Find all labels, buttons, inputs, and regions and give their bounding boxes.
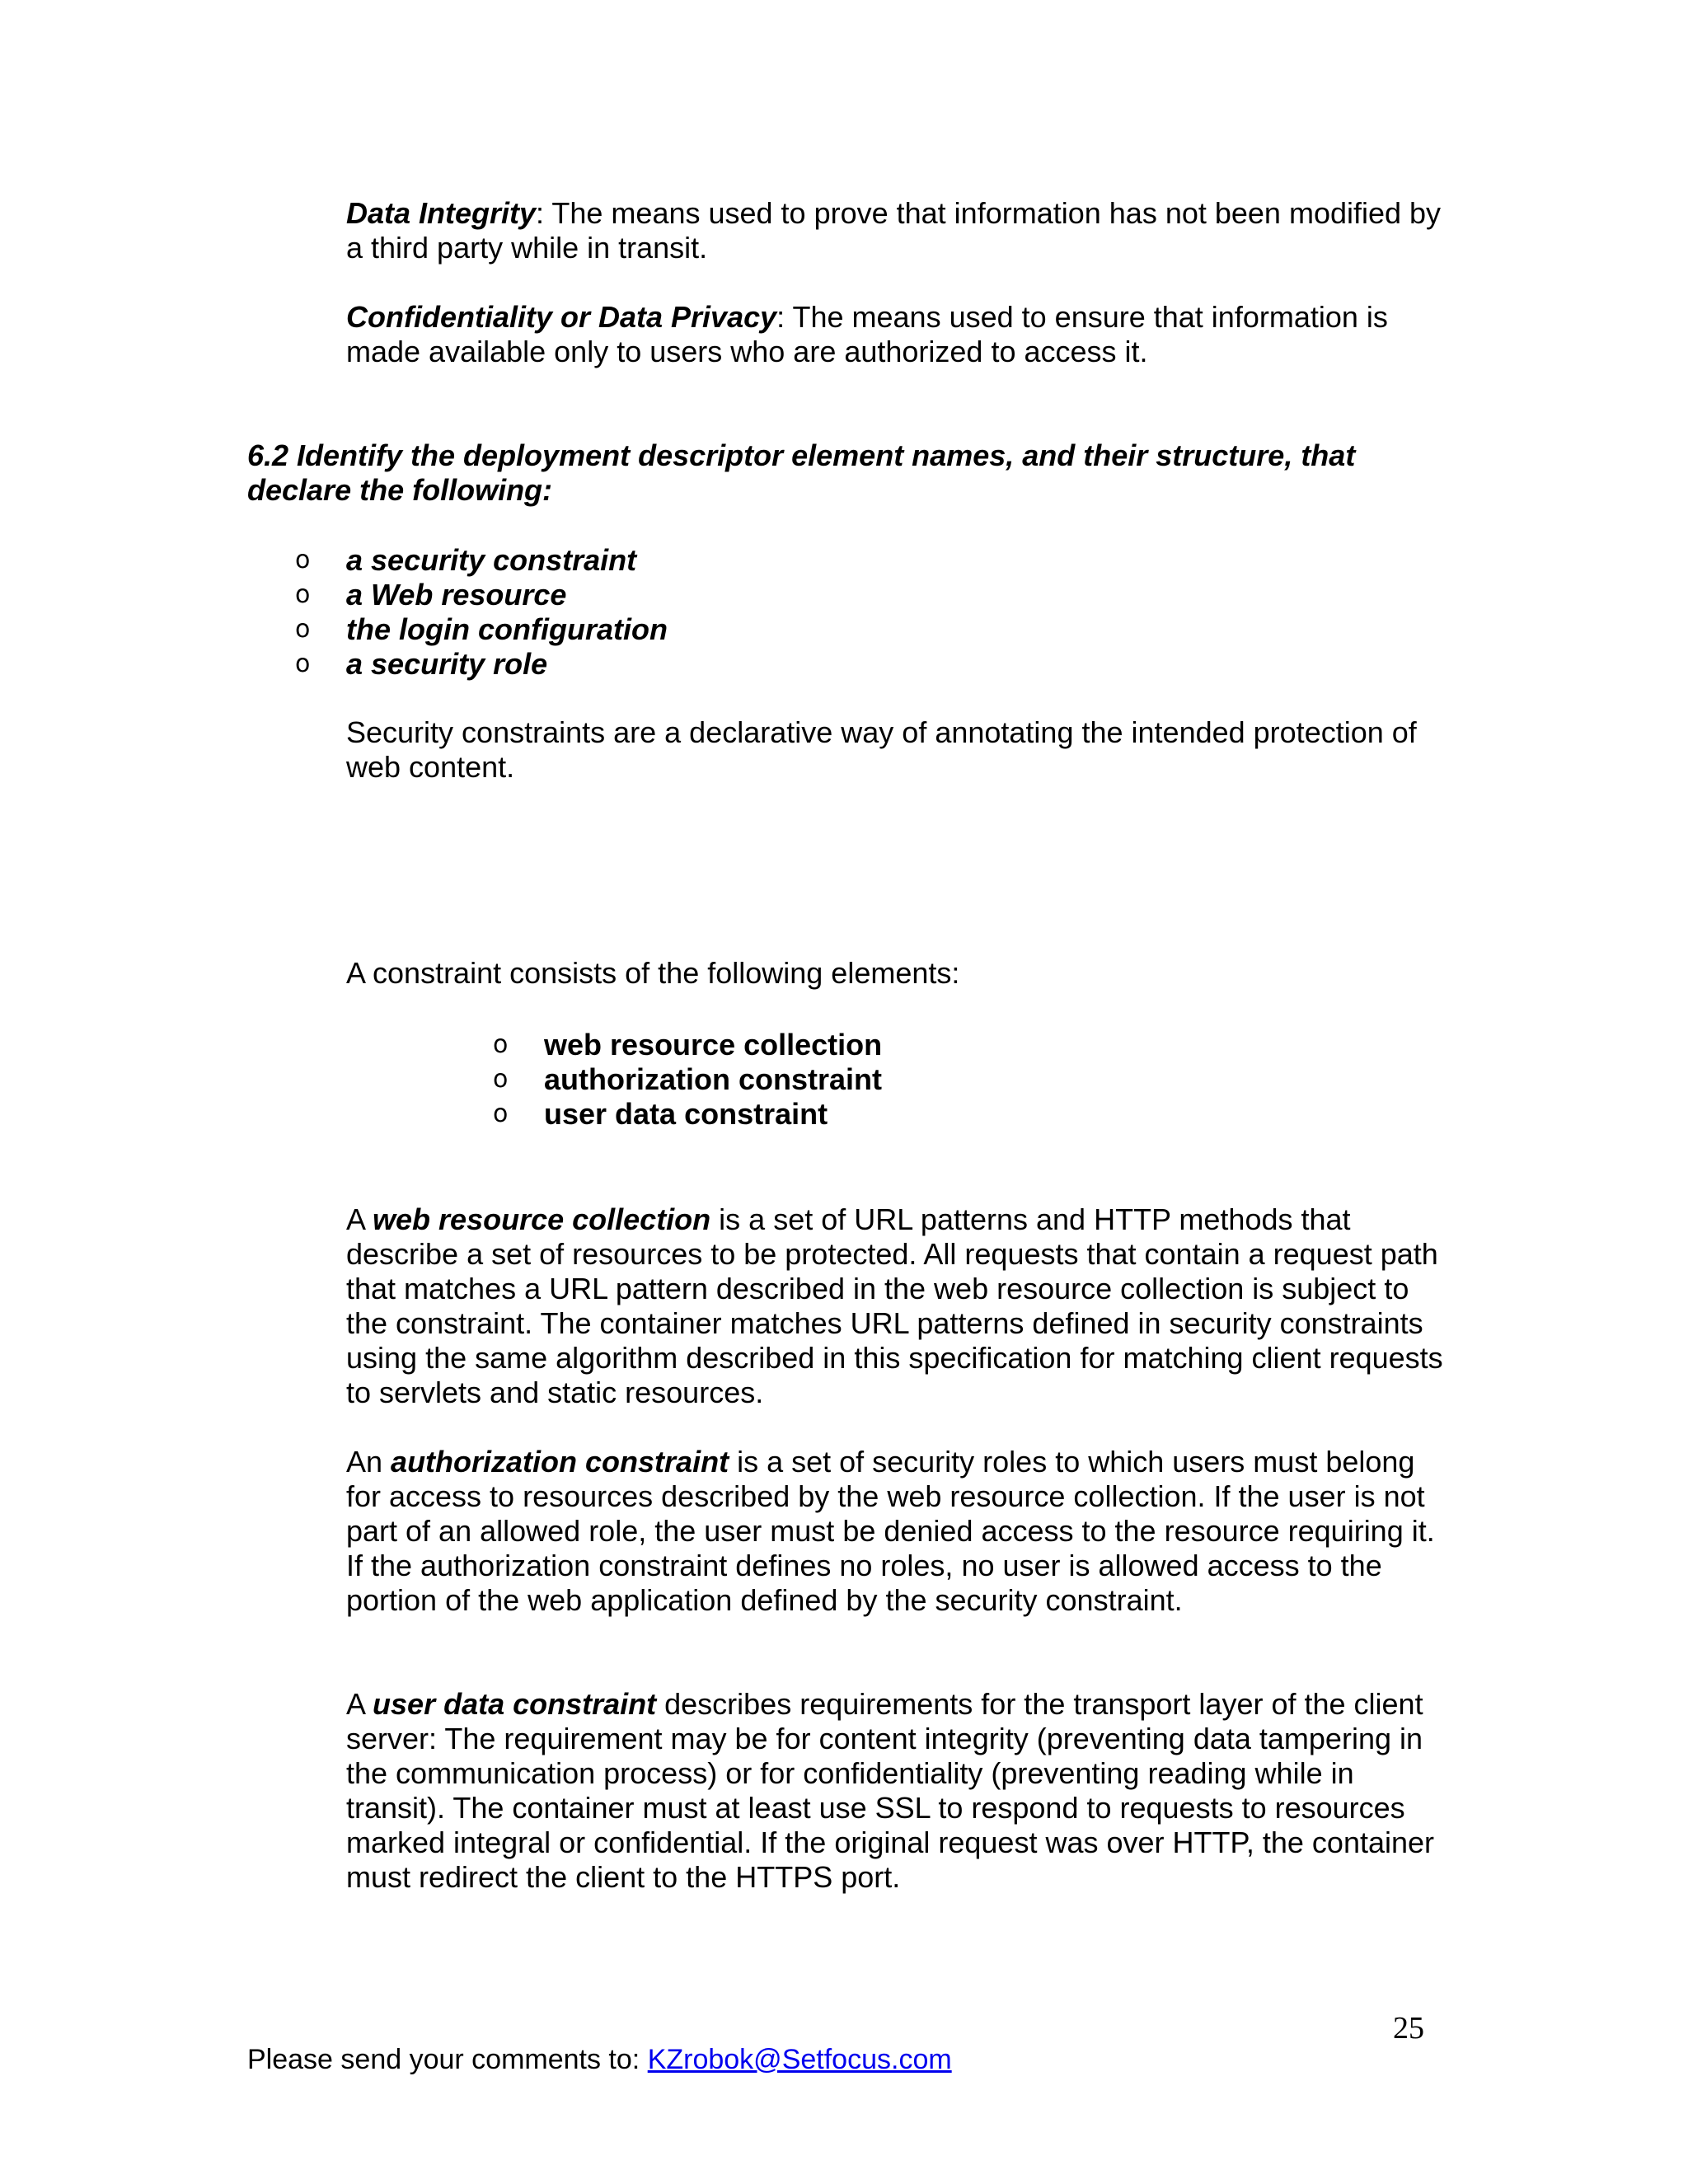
constraint-element-list	[445, 1028, 1269, 1132]
bullet-circle-icon: o	[493, 1099, 509, 1128]
footer-text: Please send your comments to:	[247, 2044, 648, 2075]
definition-term: Data Integrity	[346, 196, 537, 230]
list-item	[445, 1062, 1269, 1097]
list-item-label: the login configuration	[346, 612, 668, 646]
definition-data-integrity	[346, 196, 1451, 265]
list-item-label: user data constraint	[544, 1097, 828, 1131]
bullet-circle-icon: o	[295, 546, 311, 574]
page-number: 25	[1393, 2011, 1424, 2046]
section-item-list	[247, 543, 1071, 682]
definition-confidentiality	[346, 300, 1451, 369]
paragraph-user-data-constraint	[346, 1687, 1451, 1895]
list-item	[247, 647, 1071, 682]
email-link[interactable]: KZrobok@Setfocus.com	[647, 2044, 952, 2075]
list-item	[247, 612, 1071, 647]
definition-term: Confidentiality or Data Privacy	[346, 300, 777, 334]
bullet-circle-icon: o	[493, 1030, 509, 1059]
section-intro: Security constraints are a declarative way of annotating the intended protection of web content.	[346, 715, 1417, 784]
paragraph-text: describes requirements for the transport layer of the client server: The requirement may be for content integrity (preventing data tampering in the communication process) or for confidentiality (preventing reading while in transit). The container must at least use SSL to respond to requests to resources marked integral or confidential. If the original request was over HTTP, the container must redirect the client to the HTTPS port.	[346, 1687, 1435, 1894]
paragraph-text: is a set of security roles to which users must belong for access to resources described by the web resource collection. If the user is not part of an allowed role, the user must be denied access to the resource requiring it. If the authorization constraint defines no roles, no user is allowed access to the portion of the web application defined by the security constraint.	[346, 1445, 1435, 1617]
list-item	[247, 543, 1071, 578]
paragraph-term: authorization constraint	[391, 1445, 729, 1479]
bullet-circle-icon: o	[295, 615, 311, 644]
list-item	[247, 578, 1071, 612]
list-item-label: web resource collection	[544, 1028, 883, 1062]
bullet-circle-icon: o	[295, 649, 311, 678]
paragraph-text: is a set of URL patterns and HTTP methods that describe a set of resources to be protected. All requests that contain a request path that matches a URL pattern described in the web resource collection is subject to the constraint. The container matches URL patterns defined in security constraints using the same algorithm described in this specification for matching client requests to servlets and static resources.	[346, 1202, 1443, 1409]
list-item	[445, 1097, 1269, 1132]
section-heading: 6.2 Identify the deployment descriptor element names, and their structure, that declare the following:	[247, 438, 1356, 507]
list-item-label: a security role	[346, 647, 548, 681]
bullet-circle-icon: o	[493, 1065, 509, 1094]
paragraph-web-resource-collection	[346, 1202, 1451, 1410]
paragraph-authorization-constraint	[346, 1445, 1451, 1618]
paragraph-prefix: A	[346, 1202, 373, 1236]
bullet-circle-icon: o	[295, 580, 311, 609]
list-item-label: a Web resource	[346, 578, 567, 612]
paragraph-prefix: An	[346, 1445, 392, 1479]
paragraph-prefix: A	[346, 1687, 373, 1721]
footer	[247, 2042, 952, 2077]
paragraph-term: user data constraint	[373, 1687, 657, 1721]
list-item	[445, 1028, 1269, 1062]
paragraph-term: web resource collection	[373, 1202, 711, 1236]
definition-text: : The means used to prove that information has not been modified by a third party while in transit.	[346, 196, 1442, 265]
definition-text: : The means used to ensure that information is made available only to users who are authorized to access it.	[346, 300, 1388, 368]
list-item-label: authorization constraint	[544, 1062, 883, 1096]
constraint-lead: A constraint consists of the following elements:	[346, 956, 960, 990]
list-item-label: a security constraint	[346, 543, 637, 577]
